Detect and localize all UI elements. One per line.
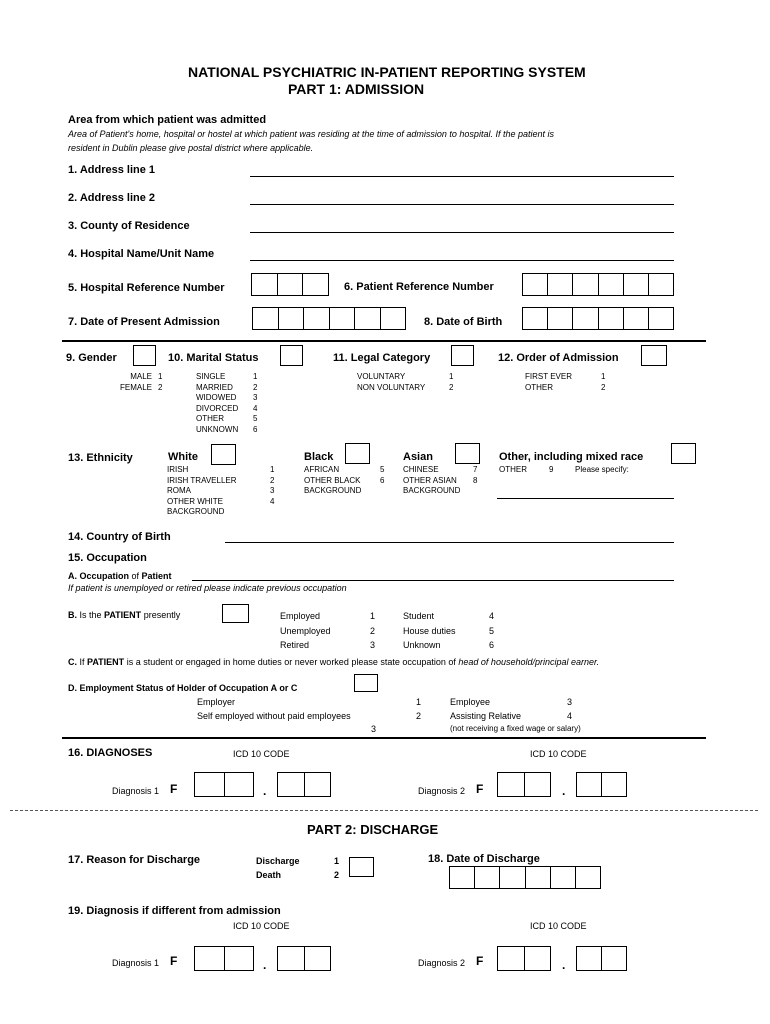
option-code: 4 [253, 403, 258, 413]
option-label: OTHER [499, 465, 527, 474]
patient-ref-boxes[interactable] [522, 273, 674, 296]
patient-ref-label: 6. Patient Reference Number [344, 281, 494, 293]
occupation-b-box[interactable] [222, 604, 249, 623]
option-label: DIVORCED [196, 403, 239, 413]
option-code: 1 [334, 856, 340, 866]
occupation-d-col2 [450, 696, 572, 723]
discharge-date-label: 18. Date of Discharge [428, 853, 540, 865]
occupation-a-patient: Patient [141, 571, 172, 581]
option-label: Unknown [403, 640, 441, 650]
option-code: 3 [567, 697, 573, 707]
admission-date-label: 7. Date of Present Admission [68, 316, 220, 328]
dob-label: 8. Date of Birth [424, 316, 503, 328]
icd-code-label-4: ICD 10 CODE [530, 921, 587, 931]
diagnosis-2-sub-boxes[interactable] [576, 772, 627, 797]
option-label: ROMA [167, 486, 191, 495]
dob-boxes[interactable] [522, 307, 674, 330]
gender-options [110, 372, 162, 393]
admission-date-boxes[interactable] [252, 307, 406, 330]
county-label: 3. County of Residence [68, 220, 190, 232]
diagnoses-label: 16. DIAGNOSES [68, 747, 153, 759]
marital-box[interactable] [280, 345, 303, 366]
discharge-diagnosis-1-code-boxes[interactable] [194, 946, 254, 971]
part2-title: PART 2: DISCHARGE [307, 822, 439, 837]
diagnosis-1-sub-boxes[interactable] [277, 772, 331, 797]
option-label: FEMALE [119, 382, 152, 392]
occupation-b-is: Is the [77, 610, 105, 620]
option-code: 4 [489, 611, 495, 621]
option-label: OTHER WHITE [167, 496, 223, 506]
marital-label: 10. Marital Status [168, 352, 259, 364]
ethnicity-black-box[interactable] [345, 443, 370, 464]
option-label: Retired [280, 640, 310, 650]
country-of-birth-label: 14. Country of Birth [68, 531, 171, 543]
option-code: 1 [416, 697, 422, 707]
occupation-label: 15. Occupation [68, 552, 147, 564]
option-label: Student [403, 611, 435, 621]
option-label: NON VOLUNTARY [357, 382, 426, 392]
option-label: BACKGROUND [304, 486, 362, 495]
hospital-ref-label: 5. Hospital Reference Number [68, 282, 225, 294]
discharge-diagnosis-2-label: Diagnosis 2 [418, 958, 466, 968]
occupation-c-if: If [77, 657, 88, 667]
occupation-b-patient: PATIENT [104, 610, 142, 620]
discharge-diagnosis-1-label: Diagnosis 1 [112, 958, 160, 968]
option-code: 2 [370, 625, 376, 636]
ethnicity-asian-box[interactable] [455, 443, 480, 464]
option-code: 2 [270, 475, 275, 485]
reason-discharge-box[interactable] [349, 857, 374, 877]
option-label: AFRICAN [304, 465, 340, 474]
gender-box[interactable] [133, 345, 156, 366]
diagnosis-1-code-boxes[interactable] [194, 772, 254, 797]
option-code: 2 [158, 382, 163, 392]
option-code: 3 [371, 724, 377, 734]
option-label: Unemployed [280, 625, 331, 636]
perforation-line [10, 810, 758, 811]
diagnosis-2-dot: . [562, 784, 566, 798]
discharge-diagnosis-2-dot: . [562, 958, 566, 972]
form-title: NATIONAL PSYCHIATRIC IN-PATIENT REPORTING SYSTEM [188, 64, 586, 80]
ethnicity-label: 13. Ethnicity [68, 452, 133, 464]
area-heading: Area from which patient was admitted [68, 114, 267, 126]
option-code: 5 [253, 414, 258, 423]
option-label: OTHER [525, 382, 553, 392]
hospital-ref-boxes[interactable] [251, 273, 329, 296]
occupation-d-note: (not receiving a fixed wage or salary) [450, 724, 581, 733]
other-options [499, 465, 629, 476]
ethnicity-other-label: Other, including mixed race [499, 451, 644, 463]
discharge-diagnosis-2-f: F [476, 954, 484, 968]
occupation-a-field[interactable] [192, 580, 674, 581]
option-code: 2 [601, 382, 606, 392]
occupation-d-box[interactable] [354, 674, 378, 692]
occupation-c-prefix: C. [68, 657, 77, 667]
option-code: 1 [449, 372, 454, 381]
diagnosis-1-dot: . [263, 784, 267, 798]
country-of-birth-field[interactable] [225, 542, 674, 543]
option-label: FIRST EVER [525, 372, 572, 381]
option-label: Assisting Relative [450, 710, 522, 721]
ethnicity-white-label: White [168, 451, 198, 463]
option-label: BACKGROUND [403, 486, 461, 495]
diagnosis-2-code-boxes[interactable] [497, 772, 551, 797]
legal-category-box[interactable] [451, 345, 474, 366]
reason-discharge-options [256, 854, 339, 882]
option-code: 2 [416, 710, 422, 721]
occupation-c-patient: PATIENT [87, 657, 125, 667]
option-label: Death [256, 870, 282, 880]
discharge-date-boxes[interactable] [449, 866, 601, 889]
option-code: 3 [253, 393, 258, 402]
diagnosis-1-f: F [170, 782, 178, 796]
section-divider [62, 737, 706, 739]
order-admission-box[interactable] [641, 345, 667, 366]
gender-label: 9. Gender [66, 352, 117, 364]
option-label [197, 723, 371, 737]
occupation-a-prefix: A. Occupation [68, 571, 130, 581]
ethnicity-asian-label: Asian [403, 451, 433, 463]
option-label: House duties [403, 625, 456, 636]
white-options [167, 465, 274, 518]
occupation-d-label: D. Employment Status of Holder of Occupation A or C [68, 683, 298, 693]
option-code: 6 [253, 424, 258, 434]
diagnosis-different-label: 19. Diagnosis if different from admission [68, 905, 281, 917]
occupation-c-italic: head of household/principal earner. [458, 657, 600, 667]
address-line-1-label: 1. Address line 1 [68, 164, 156, 176]
option-label: Discharge [256, 856, 300, 866]
section-divider [62, 340, 706, 342]
option-label: IRISH TRAVELLER [167, 475, 237, 485]
ethnicity-white-box[interactable] [211, 444, 236, 465]
diagnosis-1-label: Diagnosis 1 [112, 786, 160, 796]
option-label: MARRIED [196, 382, 233, 392]
occupation-a-label [68, 571, 172, 581]
option-code: 1 [370, 611, 376, 621]
option-code: 5 [380, 465, 385, 474]
county-field[interactable] [250, 232, 674, 233]
option-code: 2 [334, 870, 340, 880]
option-label: Employee [450, 697, 491, 707]
occupation-b-col2 [403, 609, 494, 653]
asian-options [403, 465, 477, 497]
option-code: 6 [380, 475, 385, 485]
occupation-c-label [68, 657, 599, 667]
area-note-2: resident in Dublin please give postal district where applicable. [68, 143, 314, 153]
option-label: OTHER ASIAN [403, 475, 457, 485]
option-label: BACKGROUND [167, 507, 225, 516]
option-label: OTHER [196, 414, 224, 423]
occupation-d-col1 [197, 696, 421, 737]
specify-label: Please specify: [575, 465, 629, 474]
hospital-name-label: 4. Hospital Name/Unit Name [68, 248, 215, 260]
option-code: 8 [473, 475, 478, 485]
option-label: OTHER BLACK [304, 475, 361, 485]
area-note-1: Area of Patient's home, hospital or hostel at which patient was residing at the time of admission to hospital. If the patient is [68, 129, 554, 139]
address-line-2-label: 2. Address line 2 [68, 192, 156, 204]
option-code: 1 [270, 465, 275, 474]
ethnicity-specify-field[interactable] [497, 498, 674, 499]
legal-options [357, 372, 453, 393]
part1-title: PART 1: ADMISSION [288, 81, 425, 97]
marital-options [196, 372, 257, 435]
ethnicity-black-label: Black [304, 451, 334, 463]
icd-code-label-3: ICD 10 CODE [233, 921, 290, 931]
diagnosis-2-label: Diagnosis 2 [418, 786, 466, 796]
hospital-name-field[interactable] [250, 260, 674, 261]
ethnicity-other-box[interactable] [671, 443, 696, 464]
option-code: 2 [449, 382, 454, 392]
occupation-b-prefix: B. [68, 610, 77, 620]
diagnosis-2-f: F [476, 782, 484, 796]
discharge-diagnosis-1-sub-boxes[interactable] [277, 946, 331, 971]
discharge-diagnosis-2-sub-boxes[interactable] [576, 946, 627, 971]
option-label: Employed [280, 611, 321, 621]
occupation-b-col1 [280, 609, 375, 653]
option-code: 7 [473, 465, 478, 474]
option-label: Self employed without paid employees [197, 710, 351, 721]
occupation-b-label [68, 610, 180, 620]
option-code: 1 [253, 372, 258, 381]
option-label: CHINESE [403, 465, 439, 474]
option-label: IRISH [167, 465, 189, 474]
option-label: Employer [197, 697, 236, 707]
discharge-diagnosis-2-code-boxes[interactable] [497, 946, 551, 971]
icd-code-label-1: ICD 10 CODE [233, 749, 290, 759]
black-options [304, 465, 384, 497]
option-code: 5 [489, 625, 495, 636]
option-code: 1 [158, 372, 163, 381]
reason-discharge-label: 17. Reason for Discharge [68, 854, 201, 866]
option-code: 4 [567, 710, 573, 721]
option-code: 3 [270, 486, 275, 495]
option-label: WIDOWED [196, 393, 237, 402]
option-label: UNKNOWN [196, 424, 239, 434]
occupation-b-presently: presently [141, 610, 181, 620]
order-admission-label: 12. Order of Admission [498, 352, 619, 364]
option-label: VOLUNTARY [357, 372, 406, 381]
option-code: 1 [601, 372, 606, 381]
option-code: 2 [253, 382, 258, 392]
icd-code-label-2: ICD 10 CODE [530, 749, 587, 759]
discharge-diagnosis-1-f: F [170, 954, 178, 968]
occupation-a-of: of [129, 571, 142, 581]
occupation-a-note: If patient is unemployed or retired please indicate previous occupation [68, 583, 347, 593]
order-options [525, 372, 605, 393]
option-code: 9 [549, 465, 554, 474]
address-line-1-field[interactable] [250, 176, 674, 177]
option-code: 4 [270, 496, 275, 506]
option-code: 6 [489, 640, 495, 650]
option-label: SINGLE [196, 372, 226, 381]
option-code: 3 [370, 640, 376, 650]
address-line-2-field[interactable] [250, 204, 674, 205]
occupation-c-text: is a student or engaged in home duties or never worked please state occupation of [124, 657, 459, 667]
discharge-diagnosis-1-dot: . [263, 958, 267, 972]
legal-category-label: 11. Legal Category [333, 352, 431, 364]
option-label: MALE [130, 372, 152, 381]
